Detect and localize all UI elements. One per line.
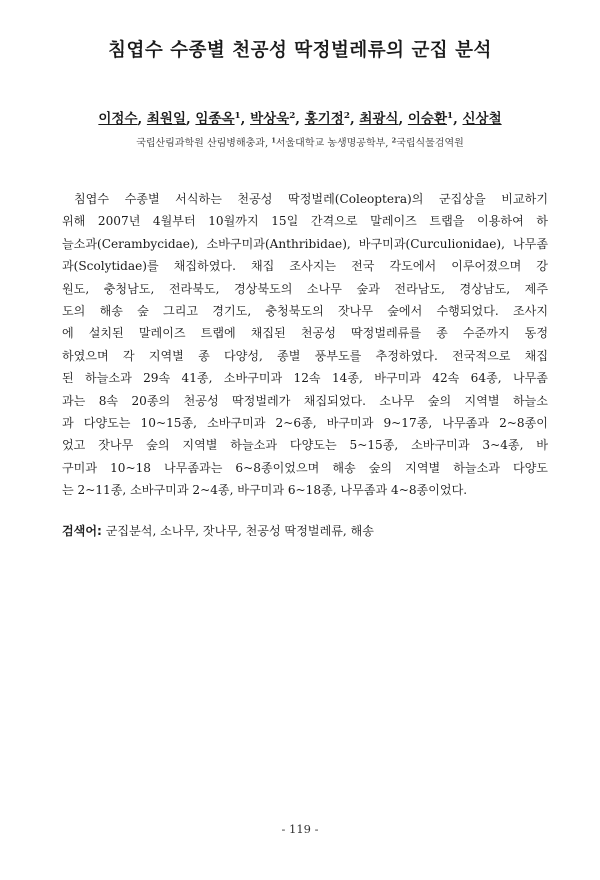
abstract-body bbox=[62, 188, 548, 501]
author bbox=[147, 111, 196, 127]
keywords-text: 군집분석, 소나무, 잣나무, 천공성 딱정벌레류, 해송 bbox=[101, 524, 374, 538]
author bbox=[195, 111, 250, 127]
author bbox=[359, 111, 408, 127]
page-number: - 119 - bbox=[281, 822, 319, 836]
abstract-line: 과 다양도는 10~15종, 소바구미과 2~6종, 바구미과 9~17종, 나무좀과 2~8종이 bbox=[62, 415, 548, 430]
paper-title: 침엽수 수종별 천공성 딱정벌레류의 군집 분석 bbox=[108, 40, 492, 61]
abstract-line: 하였으며 각 지역별 종 다양성, 종별 풍부도를 추정하였다. 전국적으로 채집 bbox=[62, 348, 548, 363]
author-name: 이정수 bbox=[98, 111, 138, 127]
affiliation-mark: 2 bbox=[391, 136, 397, 145]
author-separator: , bbox=[186, 111, 196, 127]
abstract-line: 는 2~11종, 소바구미과 2~4종, 바구미과 6~18종, 나무좀과 4~8종이었다. bbox=[62, 483, 468, 498]
abstract-line: 었고 잣나무 숲의 지역별 하늘소과 다양도는 5~15종, 소바구미과 3~4종, 바 bbox=[62, 438, 548, 453]
abstract-line: 과는 8속 20종의 천공성 딱정벌레가 채집되었다. 소나무 숲의 지역별 하늘소 bbox=[62, 393, 548, 408]
author-name: 신상철 bbox=[462, 111, 502, 127]
author bbox=[98, 111, 147, 127]
abstract-line: 늘소과(Cerambycidae), 소바구미과(Anthribidae), 바구미과(Curculionidae), 나무좀 bbox=[62, 236, 548, 251]
affiliation-text: 국립산림과학원 산림병해충과 bbox=[136, 138, 265, 149]
abstract-line: 위해 2007년 4월부터 10월까지 15일 간격으로 말레이즈 트랩을 이용하여 하 bbox=[62, 214, 548, 229]
keywords-label: 검색어: bbox=[62, 524, 102, 538]
abstract-line: 구미과 10~18 나무좀과는 6~8종이었으며 해송 숲의 지역별 하늘소과 다양도 bbox=[62, 460, 548, 475]
author bbox=[305, 111, 360, 127]
affiliation-text: 국립식물검역원 bbox=[396, 138, 464, 149]
author-affiliation-mark: 1 bbox=[234, 111, 241, 122]
author-name: 이승환 bbox=[407, 111, 447, 127]
author-name: 최원일 bbox=[146, 111, 187, 127]
affiliation-mark: 1 bbox=[271, 136, 276, 145]
affiliation-separator: , bbox=[385, 138, 392, 149]
author bbox=[463, 111, 502, 127]
abstract-line: 된 하늘소과 29속 41종, 소바구미과 12속 14종, 바구미과 42속 64종, 나무좀 bbox=[62, 371, 548, 386]
abstract-line: 침엽수 수종별 서식하는 천공성 딱정벌레(Coleoptera)의 군집상을 비교하기 bbox=[74, 192, 548, 206]
affiliation bbox=[136, 138, 271, 149]
author-separator: , bbox=[240, 111, 251, 127]
author-name: 최광식 bbox=[359, 111, 399, 127]
abstract-line: 원도, 충청남도, 전라북도, 경상북도의 소나무 숲과 전라남도, 경상남도, 제주 bbox=[62, 281, 548, 296]
author-separator: , bbox=[295, 111, 305, 127]
author bbox=[250, 111, 305, 127]
abstract-line: 에 설치된 말레이즈 트랩에 채집된 천공성 딱정벌레류를 종 수준까지 동정 bbox=[62, 326, 548, 341]
author-affiliation-mark: 2 bbox=[343, 111, 350, 122]
affiliation-text: 서울대학교 농생명공학부 bbox=[275, 138, 386, 149]
affiliation-separator: , bbox=[264, 138, 272, 149]
keywords bbox=[62, 522, 548, 539]
author-affiliation-mark: 1 bbox=[447, 111, 454, 122]
affiliation-list bbox=[0, 134, 600, 149]
affiliation bbox=[392, 138, 464, 149]
author-affiliation-mark: 2 bbox=[289, 111, 296, 122]
author-separator: , bbox=[398, 111, 408, 127]
author-separator: , bbox=[137, 111, 147, 127]
author-separator: , bbox=[453, 111, 463, 127]
affiliation bbox=[271, 138, 391, 149]
abstract-line: 도의 해송 숲 그리고 경기도, 충청북도의 잣나무 숲에서 수행되었다. 조사지 bbox=[62, 303, 548, 318]
author-list bbox=[0, 107, 600, 127]
author-name: 박상욱 bbox=[250, 111, 290, 127]
abstract-line: 과(Scolytidae)를 채집하였다. 채집 조사지는 전국 각도에서 이루어졌으며 강 bbox=[62, 259, 548, 274]
author-name: 임종옥 bbox=[195, 111, 235, 127]
author-name: 홍기정 bbox=[304, 111, 344, 127]
author bbox=[408, 111, 463, 127]
author-separator: , bbox=[349, 111, 360, 127]
